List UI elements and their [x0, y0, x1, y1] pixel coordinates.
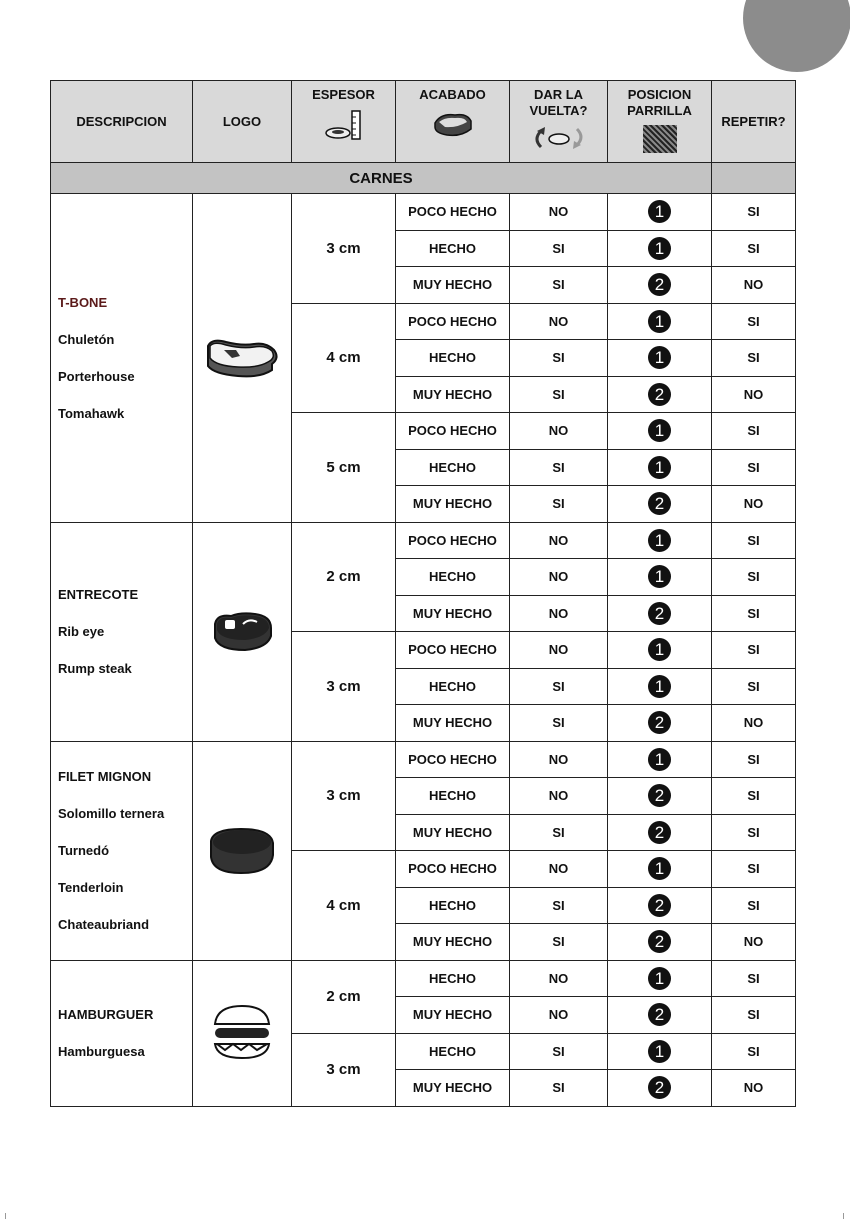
acabado-cell: MUY HECHO: [396, 924, 510, 961]
repetir-cell: NO: [712, 376, 796, 413]
vuelta-cell: NO: [510, 778, 608, 815]
vuelta-cell: SI: [510, 340, 608, 377]
steak-icon: [431, 109, 475, 139]
position-number-badge: 1: [648, 748, 671, 771]
header-acabado-label: ACABADO: [419, 87, 486, 102]
acabado-cell: MUY HECHO: [396, 376, 510, 413]
position-number-badge: 1: [648, 967, 671, 990]
posicion-cell: [608, 668, 712, 705]
repetir-cell: SI: [712, 413, 796, 450]
vuelta-cell: NO: [510, 522, 608, 559]
posicion-cell: [608, 522, 712, 559]
espesor-cell: 3 cm: [292, 632, 396, 742]
table-row: [51, 522, 796, 559]
acabado-cell: MUY HECHO: [396, 997, 510, 1034]
posicion-cell: [608, 376, 712, 413]
repetir-cell: NO: [712, 1070, 796, 1107]
vuelta-cell: SI: [510, 705, 608, 742]
posicion-cell: [608, 997, 712, 1034]
repetir-cell: SI: [712, 230, 796, 267]
acabado-cell: HECHO: [396, 230, 510, 267]
vuelta-cell: NO: [510, 851, 608, 888]
vuelta-cell: SI: [510, 376, 608, 413]
cooking-table: [50, 80, 796, 1107]
position-number-badge: 2: [648, 1076, 671, 1099]
description-line: Chateaubriand: [58, 917, 150, 932]
position-number-badge: 2: [648, 602, 671, 625]
position-number-badge: 1: [648, 565, 671, 588]
repetir-cell: SI: [712, 194, 796, 231]
description-cell: [51, 960, 193, 1106]
posicion-cell: [608, 814, 712, 851]
header-espesor-label: ESPESOR: [312, 87, 375, 102]
description-line: Rib eye: [58, 624, 105, 639]
vuelta-cell: SI: [510, 1070, 608, 1107]
position-number-badge: 2: [648, 894, 671, 917]
vuelta-cell: SI: [510, 924, 608, 961]
repetir-cell: NO: [712, 705, 796, 742]
vuelta-cell: SI: [510, 486, 608, 523]
vuelta-cell: SI: [510, 814, 608, 851]
posicion-cell: [608, 486, 712, 523]
vuelta-cell: NO: [510, 194, 608, 231]
posicion-cell: [608, 194, 712, 231]
repetir-cell: NO: [712, 924, 796, 961]
table-row: [51, 194, 796, 231]
header-posicion-label: POSICION PARRILLA: [627, 87, 692, 118]
vuelta-cell: NO: [510, 595, 608, 632]
acabado-cell: MUY HECHO: [396, 486, 510, 523]
posicion-cell: [608, 340, 712, 377]
ribeye-steak-icon: [193, 610, 291, 654]
ruler-steak-icon: [324, 109, 364, 141]
section-row: [51, 163, 796, 194]
posicion-cell: [608, 230, 712, 267]
acabado-cell: POCO HECHO: [396, 741, 510, 778]
logo-cell: [193, 522, 292, 741]
vuelta-cell: NO: [510, 413, 608, 450]
logo-cell: [193, 194, 292, 523]
position-number-badge: 1: [648, 1040, 671, 1063]
description-line: Turnedó: [58, 843, 110, 858]
description-line: Hamburguesa: [58, 1044, 145, 1059]
acabado-cell: HECHO: [396, 1033, 510, 1070]
description-line: ENTRECOTE: [58, 587, 139, 602]
repetir-cell: SI: [712, 632, 796, 669]
position-number-badge: 2: [648, 383, 671, 406]
posicion-cell: [608, 924, 712, 961]
posicion-cell: [608, 595, 712, 632]
header-descripcion: DESCRIPCION: [51, 81, 193, 163]
description-cell: [51, 741, 193, 960]
posicion-cell: [608, 559, 712, 596]
position-number-badge: 2: [648, 273, 671, 296]
posicion-cell: [608, 632, 712, 669]
acabado-cell: MUY HECHO: [396, 1070, 510, 1107]
position-number-badge: 1: [648, 675, 671, 698]
tbone-steak-icon: [193, 336, 291, 380]
position-number-badge: 1: [648, 419, 671, 442]
vuelta-cell: NO: [510, 960, 608, 997]
hamburger-icon: [193, 1004, 291, 1062]
espesor-cell: 3 cm: [292, 194, 396, 304]
acabado-cell: HECHO: [396, 960, 510, 997]
posicion-cell: [608, 778, 712, 815]
description-line: HAMBURGUER: [58, 1007, 154, 1022]
description-line: Tomahawk: [58, 405, 125, 421]
repetir-cell: SI: [712, 559, 796, 596]
vuelta-cell: SI: [510, 449, 608, 486]
header-dar-la-vuelta: [510, 81, 608, 163]
position-number-badge: 1: [648, 456, 671, 479]
table-row: [51, 741, 796, 778]
vuelta-cell: SI: [510, 887, 608, 924]
posicion-cell: [608, 449, 712, 486]
logo-cell: [193, 960, 292, 1106]
acabado-cell: POCO HECHO: [396, 522, 510, 559]
header-vuelta-label: DAR LA VUELTA?: [529, 87, 588, 118]
repetir-cell: SI: [712, 887, 796, 924]
description-line: Porterhouse: [58, 368, 135, 384]
description-line: Tenderloin: [58, 880, 124, 895]
repetir-cell: SI: [712, 595, 796, 632]
acabado-cell: MUY HECHO: [396, 705, 510, 742]
description-line: T-BONE: [58, 294, 108, 310]
description-cell: [51, 522, 193, 741]
vuelta-cell: NO: [510, 559, 608, 596]
vuelta-cell: NO: [510, 741, 608, 778]
espesor-cell: 2 cm: [292, 960, 396, 1033]
position-number-badge: 1: [648, 237, 671, 260]
posicion-cell: [608, 413, 712, 450]
section-title: CARNES: [51, 163, 712, 194]
repetir-cell: SI: [712, 1033, 796, 1070]
position-number-badge: 2: [648, 930, 671, 953]
crop-mark: [843, 1213, 844, 1219]
acabado-cell: MUY HECHO: [396, 267, 510, 304]
logo-cell: [193, 741, 292, 960]
repetir-cell: SI: [712, 778, 796, 815]
repetir-cell: SI: [712, 997, 796, 1034]
acabado-cell: MUY HECHO: [396, 814, 510, 851]
header-logo: LOGO: [193, 81, 292, 163]
vuelta-cell: SI: [510, 267, 608, 304]
header-repetir: REPETIR?: [712, 81, 796, 163]
acabado-cell: POCO HECHO: [396, 413, 510, 450]
espesor-cell: 3 cm: [292, 741, 396, 851]
posicion-cell: [608, 887, 712, 924]
vuelta-cell: SI: [510, 230, 608, 267]
vuelta-cell: SI: [510, 668, 608, 705]
repetir-cell: SI: [712, 851, 796, 888]
position-number-badge: 2: [648, 784, 671, 807]
position-number-badge: 2: [648, 821, 671, 844]
posicion-cell: [608, 705, 712, 742]
repetir-cell: SI: [712, 522, 796, 559]
acabado-cell: POCO HECHO: [396, 194, 510, 231]
acabado-cell: HECHO: [396, 340, 510, 377]
posicion-cell: [608, 267, 712, 304]
vuelta-cell: NO: [510, 303, 608, 340]
repetir-cell: NO: [712, 486, 796, 523]
repetir-cell: SI: [712, 340, 796, 377]
acabado-cell: POCO HECHO: [396, 632, 510, 669]
description-line: FILET MIGNON: [58, 769, 152, 784]
page-corner-tab: [743, 0, 850, 72]
acabado-cell: MUY HECHO: [396, 595, 510, 632]
espesor-cell: 3 cm: [292, 1033, 396, 1106]
position-number-badge: 2: [648, 492, 671, 515]
position-number-badge: 1: [648, 310, 671, 333]
crop-mark: [5, 1213, 6, 1219]
repetir-cell: NO: [712, 267, 796, 304]
filet-steak-icon: [193, 825, 291, 877]
position-number-badge: 1: [648, 346, 671, 369]
header-posicion-parrilla: [608, 81, 712, 163]
posicion-cell: [608, 303, 712, 340]
acabado-cell: HECHO: [396, 559, 510, 596]
description-line: Chuletón: [58, 331, 115, 347]
posicion-cell: [608, 960, 712, 997]
acabado-cell: HECHO: [396, 887, 510, 924]
acabado-cell: POCO HECHO: [396, 303, 510, 340]
vuelta-cell: SI: [510, 1033, 608, 1070]
repetir-cell: SI: [712, 303, 796, 340]
header-row: [51, 81, 796, 163]
espesor-cell: 4 cm: [292, 303, 396, 413]
espesor-cell: 4 cm: [292, 851, 396, 961]
acabado-cell: HECHO: [396, 668, 510, 705]
vuelta-cell: NO: [510, 632, 608, 669]
flip-steak-icon: [531, 125, 587, 151]
position-number-badge: 2: [648, 1003, 671, 1026]
table-body: [51, 194, 796, 1107]
espesor-cell: 5 cm: [292, 413, 396, 523]
table-row: [51, 960, 796, 997]
position-number-badge: 2: [648, 711, 671, 734]
acabado-cell: POCO HECHO: [396, 851, 510, 888]
repetir-cell: SI: [712, 741, 796, 778]
description-line: Solomillo ternera: [58, 806, 165, 821]
position-number-badge: 1: [648, 638, 671, 661]
description-cell: [51, 194, 193, 523]
grill-pattern-icon: [643, 125, 677, 153]
repetir-cell: SI: [712, 449, 796, 486]
position-number-badge: 1: [648, 200, 671, 223]
posicion-cell: [608, 741, 712, 778]
acabado-cell: HECHO: [396, 778, 510, 815]
repetir-cell: SI: [712, 668, 796, 705]
posicion-cell: [608, 1033, 712, 1070]
repetir-cell: SI: [712, 814, 796, 851]
section-empty-cell: [712, 163, 796, 194]
acabado-cell: HECHO: [396, 449, 510, 486]
repetir-cell: SI: [712, 960, 796, 997]
vuelta-cell: NO: [510, 997, 608, 1034]
description-line: Rump steak: [58, 661, 132, 676]
position-number-badge: 1: [648, 857, 671, 880]
espesor-cell: 2 cm: [292, 522, 396, 632]
header-espesor: [292, 81, 396, 163]
position-number-badge: 1: [648, 529, 671, 552]
header-acabado: [396, 81, 510, 163]
posicion-cell: [608, 851, 712, 888]
posicion-cell: [608, 1070, 712, 1107]
